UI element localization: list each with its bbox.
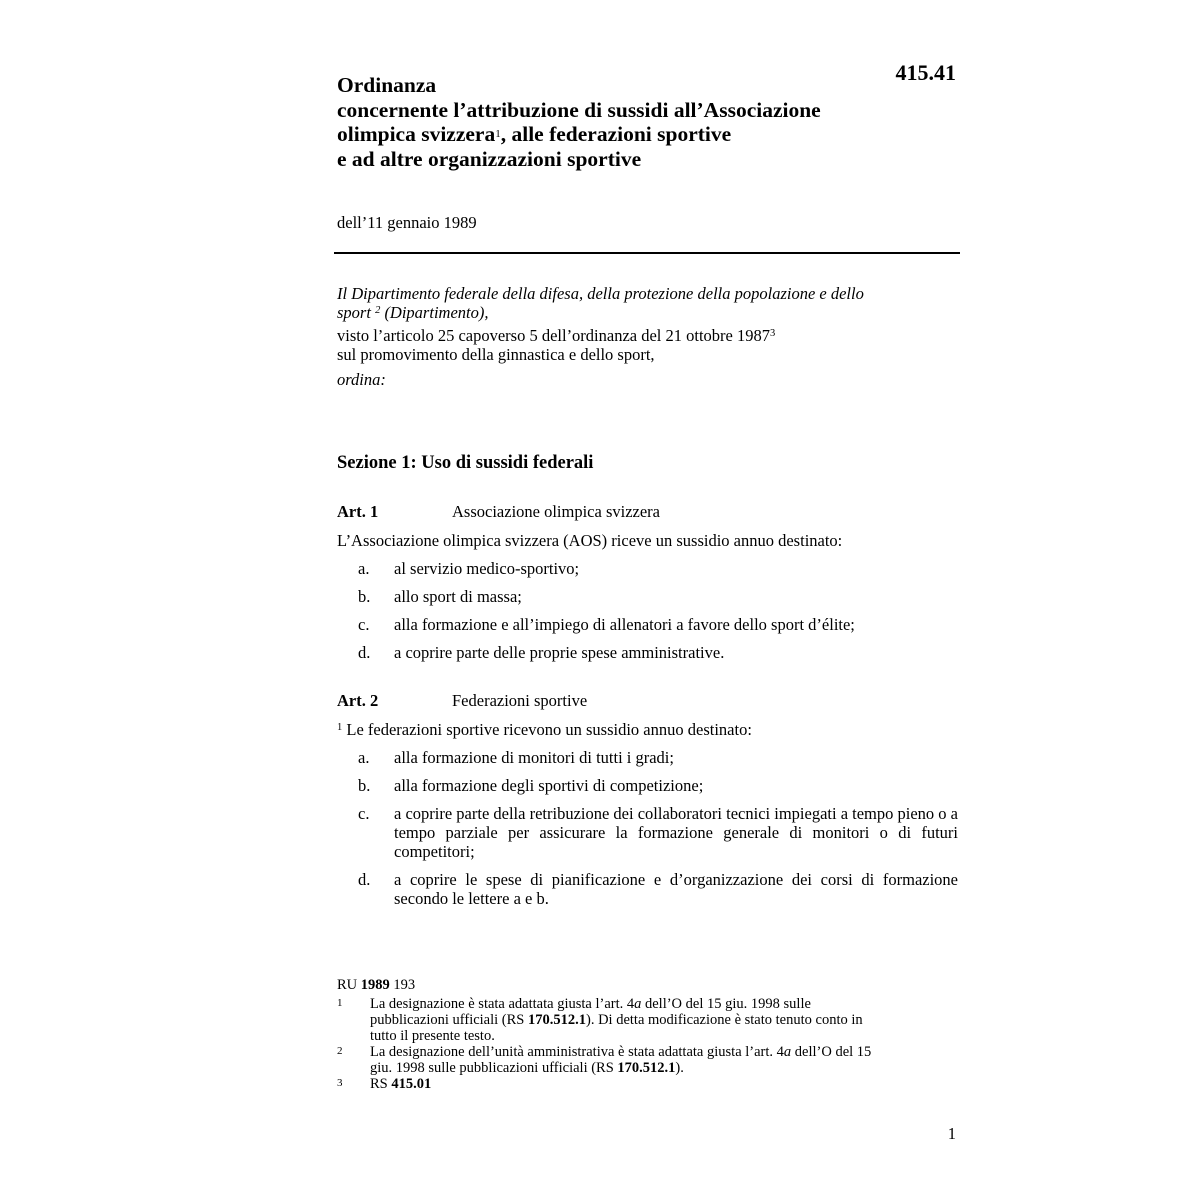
footnote-line-text: dell’O del 15 giu. 1998 sulle [644,996,811,1012]
article-2-intro [337,720,958,739]
title-line-1: Ordinanza [337,73,437,97]
header-divider [334,252,960,254]
footnote-line-text: La designazione è stata adattata giusta l’art. 4 [370,996,635,1012]
article-2-heading [337,691,958,711]
footnote-number: 2 [337,1045,343,1057]
sr-number: 415.41 [895,60,956,85]
official-compilation-ref [337,977,937,993]
preamble-ordina: ordina: [337,370,386,389]
item-letter: c. [358,615,370,634]
list-item [337,615,958,634]
title-line-4: e ad altre organizzazioni sportive [337,146,642,171]
item-letter: d. [358,643,371,662]
rs-reference-link[interactable]: 170.512.1 [617,1060,676,1076]
item-letter: c. [358,804,370,823]
footnote-line-text: pubblicazioni ufficiali (RS [370,1012,525,1028]
item-letter: b. [358,587,371,606]
ru-page: 193 [393,977,416,993]
preamble-authority-line-2 [337,303,957,322]
preamble [337,284,957,389]
paragraph-number: 1 [337,722,343,733]
footnote-text [370,996,937,1044]
footnote-line-text: ). [675,1060,684,1076]
footnote-ref-3[interactable]: 3 [770,328,776,339]
item-text: alla formazione di monitori di tutti i gradi; [394,748,674,767]
preamble-authority-line-1: Il Dipartimento federale della difesa, della protezione della popolazione e dello [337,284,864,303]
item-text: allo sport di massa; [394,587,522,606]
article-2 [337,691,958,917]
list-item [337,559,958,578]
item-text: alla formazione e all’impiego di allenatori a favore dello sport d’élite; [394,615,855,634]
footnote-3 [337,1076,937,1092]
list-item [337,870,958,908]
rs-reference-link[interactable]: 415.01 [391,1076,432,1092]
footnote-line [370,1060,937,1076]
footnote-italic: a [783,1044,792,1060]
article-1-intro: L’Associazione olimpica svizzera (AOS) riceve un sussidio annuo destinato: [337,531,843,550]
ru-year: 1989 [360,977,390,993]
preamble-authority-sport: sport [337,303,371,322]
footnote-line [370,1012,937,1028]
list-item [337,748,958,767]
article-2-number: Art. 2 [337,691,379,710]
footnote-number: 1 [337,997,343,1009]
title-line-3-start: olimpica svizzera [337,122,496,146]
footnotes [337,977,937,1092]
preamble-visto-text: visto l’articolo 25 capoverso 5 dell’ordinanza del 21 ottobre 1987 [337,326,771,345]
item-letter: a. [358,748,370,767]
footnote-text [370,1076,937,1092]
list-item [337,643,958,662]
item-letter: d. [358,870,371,889]
footnote-1 [337,996,937,1044]
article-2-title: Federazioni sportive [452,691,588,710]
footnote-ref-2[interactable]: 2 [375,305,381,316]
article-2-intro-text: Le federazioni sportive ricevono un sussidio annuo destinato: [346,720,752,739]
footnote-2 [337,1044,937,1076]
item-text: a coprire parte della retribuzione dei collaboratori tecnici impiegati a tempo pieno o a tempo parziale per assicurare la formazione generale di monitori o di futuri competitori; [394,804,958,861]
list-item [337,804,958,861]
footnote-italic: a [634,996,642,1012]
article-1-heading [337,502,958,522]
footnote-line [370,996,937,1012]
footnote-line-text: giu. 1998 sulle pubblicazioni ufficiali (RS [370,1060,614,1076]
article-1-list [337,559,958,662]
item-letter: a. [358,559,370,578]
ru-prefix: RU [337,977,358,993]
document-title [337,73,937,171]
footnote-line-text: La designazione dell’unità amministrativa è stata adattata giusta l’art. 4 [370,1044,784,1060]
article-2-list [337,748,958,908]
article-1-number: Art. 1 [337,502,379,521]
footnote-ref-1[interactable]: 1 [495,128,501,140]
item-text: alla formazione degli sportivi di competizione; [394,776,704,795]
footnote-line-text: RS [370,1076,388,1092]
rs-reference-link[interactable]: 170.512.1 [528,1012,586,1028]
item-text: a coprire parte delle proprie spese amministrative. [394,643,725,662]
list-item [337,587,958,606]
section-title: Sezione 1: Uso di sussidi federali [337,453,594,473]
article-1-title: Associazione olimpica svizzera [452,502,660,521]
footnote-line-text: ). Di detta modificazione è stato tenuto conto in [586,1012,863,1028]
item-text: a coprire le spese di pianificazione e d’organizzazione dei corsi di formazione secondo le lettere a e b. [394,870,958,908]
preamble-visto-line-2: sul promovimento della ginnastica e dello sport, [337,345,655,364]
page-number: 1 [947,1124,956,1143]
preamble-authority-dipartimento: (Dipartimento), [384,303,489,322]
item-text: al servizio medico-sportivo; [394,559,580,578]
list-item [337,776,958,795]
title-line-3-end: , alle federazioni sportive [500,122,732,146]
footnote-number: 3 [337,1077,343,1089]
footnote-line-text: dell’O del 15 [794,1044,872,1060]
footnote-line [370,1044,937,1060]
preamble-visto-line-1 [337,326,957,345]
title-line-3 [337,122,937,147]
item-letter: b. [358,776,371,795]
footnote-line: tutto il presente testo. [370,1028,495,1044]
article-1 [337,502,958,671]
footnote-text [370,1044,937,1076]
title-line-2: concernente l’attribuzione di sussidi all’Associazione [337,97,821,122]
enactment-date: dell’11 gennaio 1989 [337,213,477,232]
